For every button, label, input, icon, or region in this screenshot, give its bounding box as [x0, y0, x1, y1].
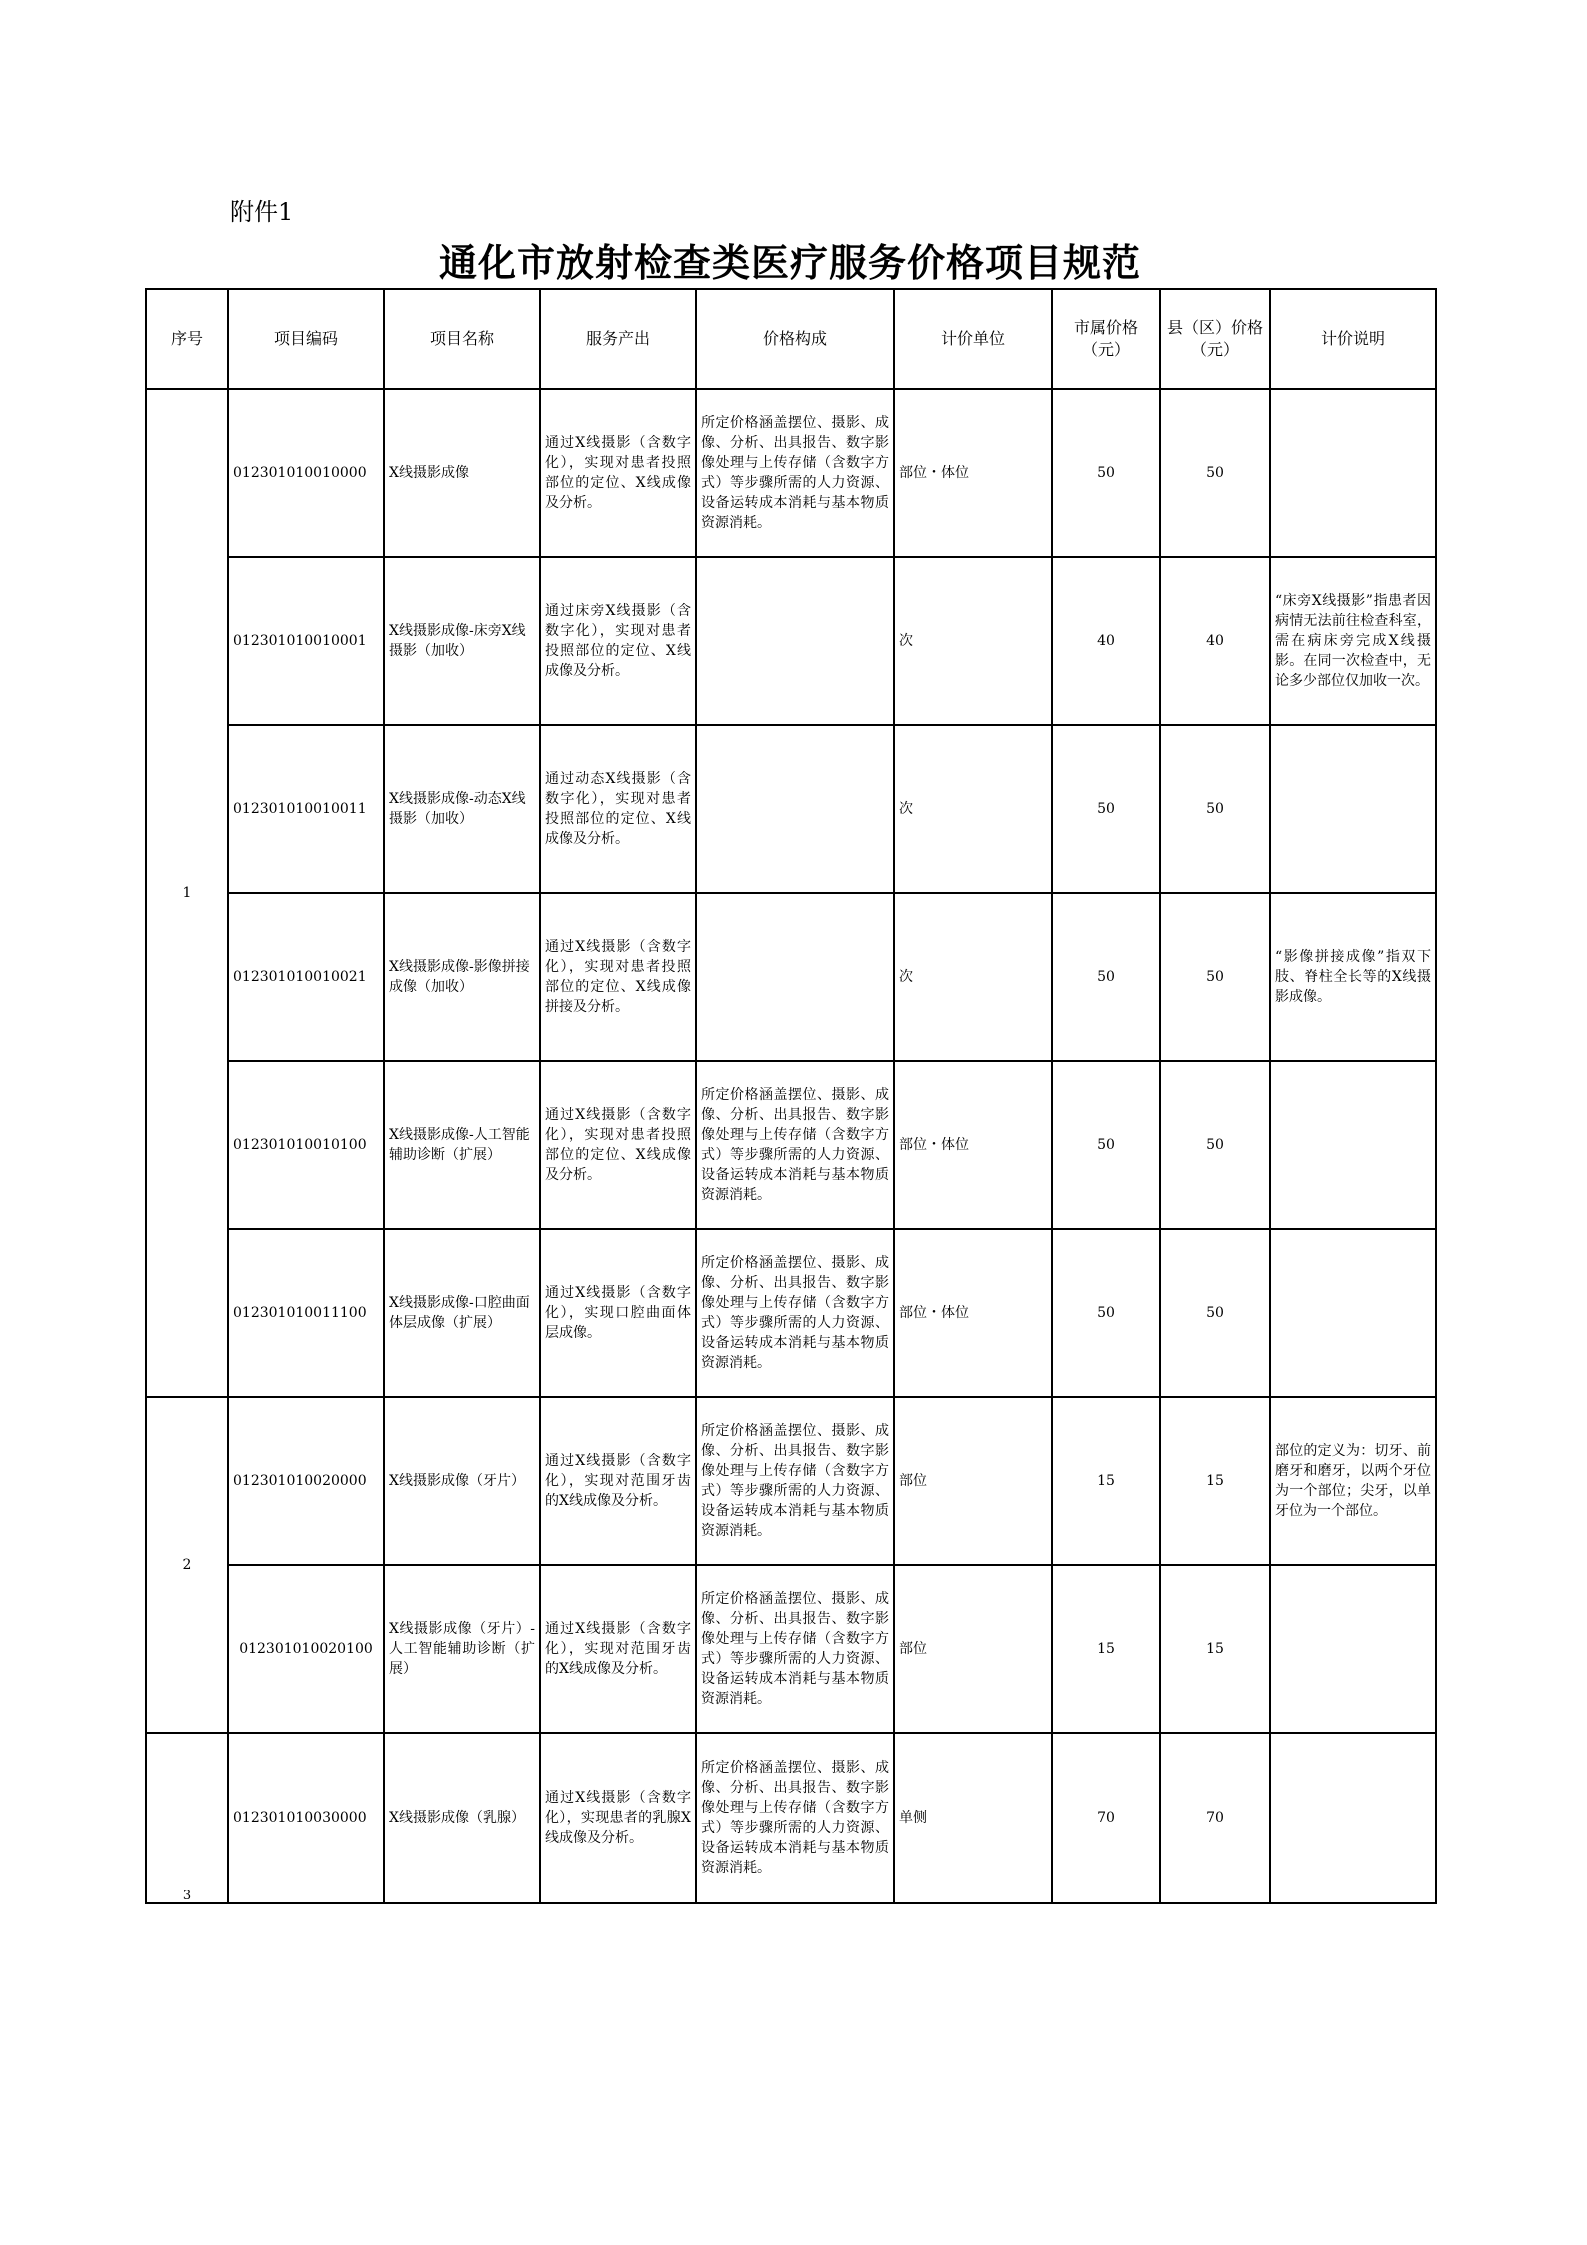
county-price-cell: 50 — [1160, 389, 1270, 557]
code-cell: 012301010011100 — [228, 1229, 384, 1397]
unit-cell: 部位 — [894, 1565, 1052, 1733]
output-cell: 通过X线摄影（含数字化），实现对患者投照部位的定位、X线成像及分析。 — [540, 1061, 696, 1229]
city-price-cell: 15 — [1052, 1565, 1160, 1733]
composition-cell: 所定价格涵盖摆位、摄影、成像、分析、出具报告、数字影像处理与上传存储（含数字方式）等步骤所需的人力资源、设备运转成本消耗与基本物质资源消耗。 — [696, 1061, 894, 1229]
county-price-cell: 50 — [1160, 725, 1270, 893]
county-price-cell: 50 — [1160, 1061, 1270, 1229]
code-cell: 012301010010011 — [228, 725, 384, 893]
note-cell — [1270, 1565, 1436, 1733]
city-price-cell: 70 — [1052, 1733, 1160, 1903]
output-cell: 通过X线摄影（含数字化），实现对范围牙齿的X线成像及分析。 — [540, 1397, 696, 1565]
seq-cell: 1 — [146, 389, 228, 1397]
unit-cell: 次 — [894, 557, 1052, 725]
header-code: 项目编码 — [228, 289, 384, 389]
county-price-cell: 15 — [1160, 1397, 1270, 1565]
table-row — [146, 725, 1436, 893]
table-row — [146, 1733, 1436, 1903]
code-cell: 012301010010000 — [228, 389, 384, 557]
unit-cell: 次 — [894, 725, 1052, 893]
note-cell: “影像拼接成像”指双下肢、脊柱全长等的X线摄影成像。 — [1270, 893, 1436, 1061]
code-cell: 012301010020100 — [228, 1565, 384, 1733]
unit-cell: 部位・体位 — [894, 389, 1052, 557]
table-row — [146, 1397, 1436, 1565]
city-price-cell: 50 — [1052, 725, 1160, 893]
header-seq: 序号 — [146, 289, 228, 389]
name-cell: X线摄影成像（乳腺） — [384, 1733, 540, 1903]
code-cell: 012301010010001 — [228, 557, 384, 725]
note-cell — [1270, 725, 1436, 893]
table-row — [146, 1229, 1436, 1397]
county-price-cell: 50 — [1160, 1229, 1270, 1397]
output-cell: 通过X线摄影（含数字化），实现患者的乳腺X线成像及分析。 — [540, 1733, 696, 1903]
composition-cell: 所定价格涵盖摆位、摄影、成像、分析、出具报告、数字影像处理与上传存储（含数字方式）等步骤所需的人力资源、设备运转成本消耗与基本物质资源消耗。 — [696, 1565, 894, 1733]
county-price-cell: 15 — [1160, 1565, 1270, 1733]
table-row — [146, 893, 1436, 1061]
document-title: 通化市放射检查类医疗服务价格项目规范 — [438, 240, 1141, 285]
name-cell: X线摄影成像-影像拼接成像（加收） — [384, 893, 540, 1061]
header-city-price: 市属价格（元） — [1052, 289, 1160, 389]
code-cell: 012301010020000 — [228, 1397, 384, 1565]
table-row — [146, 557, 1436, 725]
header-name: 项目名称 — [384, 289, 540, 389]
code-cell: 012301010030000 — [228, 1733, 384, 1903]
county-price-cell: 50 — [1160, 893, 1270, 1061]
name-cell: X线摄影成像-人工智能辅助诊断（扩展） — [384, 1061, 540, 1229]
output-cell: 通过X线摄影（含数字化），实现对患者投照部位的定位、X线成像拼接及分析。 — [540, 893, 696, 1061]
unit-cell: 部位・体位 — [894, 1229, 1052, 1397]
city-price-cell: 15 — [1052, 1397, 1160, 1565]
seq-cell: 2 — [146, 1397, 228, 1733]
composition-cell: 所定价格涵盖摆位、摄影、成像、分析、出具报告、数字影像处理与上传存储（含数字方式）等步骤所需的人力资源、设备运转成本消耗与基本物质资源消耗。 — [696, 1397, 894, 1565]
price-table — [145, 288, 1437, 1904]
composition-cell — [696, 893, 894, 1061]
unit-cell: 部位 — [894, 1397, 1052, 1565]
table-row — [146, 1061, 1436, 1229]
unit-cell: 次 — [894, 893, 1052, 1061]
output-cell: 通过X线摄影（含数字化），实现口腔曲面体层成像。 — [540, 1229, 696, 1397]
composition-cell — [696, 725, 894, 893]
city-price-cell: 40 — [1052, 557, 1160, 725]
code-cell: 012301010010021 — [228, 893, 384, 1061]
composition-cell: 所定价格涵盖摆位、摄影、成像、分析、出具报告、数字影像处理与上传存储（含数字方式）等步骤所需的人力资源、设备运转成本消耗与基本物质资源消耗。 — [696, 1733, 894, 1903]
name-cell: X线摄影成像-床旁X线摄影（加收） — [384, 557, 540, 725]
table-row — [146, 1565, 1436, 1733]
header-county-price: 县（区）价格（元） — [1160, 289, 1270, 389]
output-cell: 通过X线摄影（含数字化），实现对范围牙齿的X线成像及分析。 — [540, 1565, 696, 1733]
output-cell: 通过动态X线摄影（含数字化），实现对患者投照部位的定位、X线成像及分析。 — [540, 725, 696, 893]
note-cell — [1270, 1061, 1436, 1229]
name-cell: X线摄影成像（牙片）-人工智能辅助诊断（扩展） — [384, 1565, 540, 1733]
attachment-label: 附件1 — [230, 198, 294, 226]
output-cell: 通过床旁X线摄影（含数字化），实现对患者投照部位的定位、X线成像及分析。 — [540, 557, 696, 725]
note-cell: “床旁X线摄影”指患者因病情无法前往检查科室，需在病床旁完成X线摄影。在同一次检查中，无论多少部位仅加收一次。 — [1270, 557, 1436, 725]
header-row — [146, 289, 1436, 389]
name-cell: X线摄影成像 — [384, 389, 540, 557]
composition-cell: 所定价格涵盖摆位、摄影、成像、分析、出具报告、数字影像处理与上传存储（含数字方式）等步骤所需的人力资源、设备运转成本消耗与基本物质资源消耗。 — [696, 389, 894, 557]
header-unit: 计价单位 — [894, 289, 1052, 389]
table-row — [146, 389, 1436, 557]
unit-cell: 部位・体位 — [894, 1061, 1052, 1229]
county-price-cell: 70 — [1160, 1733, 1270, 1903]
name-cell: X线摄影成像（牙片） — [384, 1397, 540, 1565]
note-cell — [1270, 1229, 1436, 1397]
unit-cell: 单侧 — [894, 1733, 1052, 1903]
note-cell — [1270, 1733, 1436, 1903]
composition-cell — [696, 557, 894, 725]
seq-cell-text: 3 — [182, 1890, 192, 1900]
header-composition: 价格构成 — [696, 289, 894, 389]
note-cell — [1270, 389, 1436, 557]
note-cell: 部位的定义为：切牙、前磨牙和磨牙，以两个牙位为一个部位；尖牙，以单牙位为一个部位。 — [1270, 1397, 1436, 1565]
city-price-cell: 50 — [1052, 1061, 1160, 1229]
city-price-cell: 50 — [1052, 389, 1160, 557]
code-cell: 012301010010100 — [228, 1061, 384, 1229]
header-output: 服务产出 — [540, 289, 696, 389]
city-price-cell: 50 — [1052, 1229, 1160, 1397]
name-cell: X线摄影成像-口腔曲面体层成像（扩展） — [384, 1229, 540, 1397]
output-cell: 通过X线摄影（含数字化），实现对患者投照部位的定位、X线成像及分析。 — [540, 389, 696, 557]
seq-cell — [146, 1733, 228, 1903]
name-cell: X线摄影成像-动态X线摄影（加收） — [384, 725, 540, 893]
composition-cell: 所定价格涵盖摆位、摄影、成像、分析、出具报告、数字影像处理与上传存储（含数字方式）等步骤所需的人力资源、设备运转成本消耗与基本物质资源消耗。 — [696, 1229, 894, 1397]
county-price-cell: 40 — [1160, 557, 1270, 725]
city-price-cell: 50 — [1052, 893, 1160, 1061]
header-note: 计价说明 — [1270, 289, 1436, 389]
